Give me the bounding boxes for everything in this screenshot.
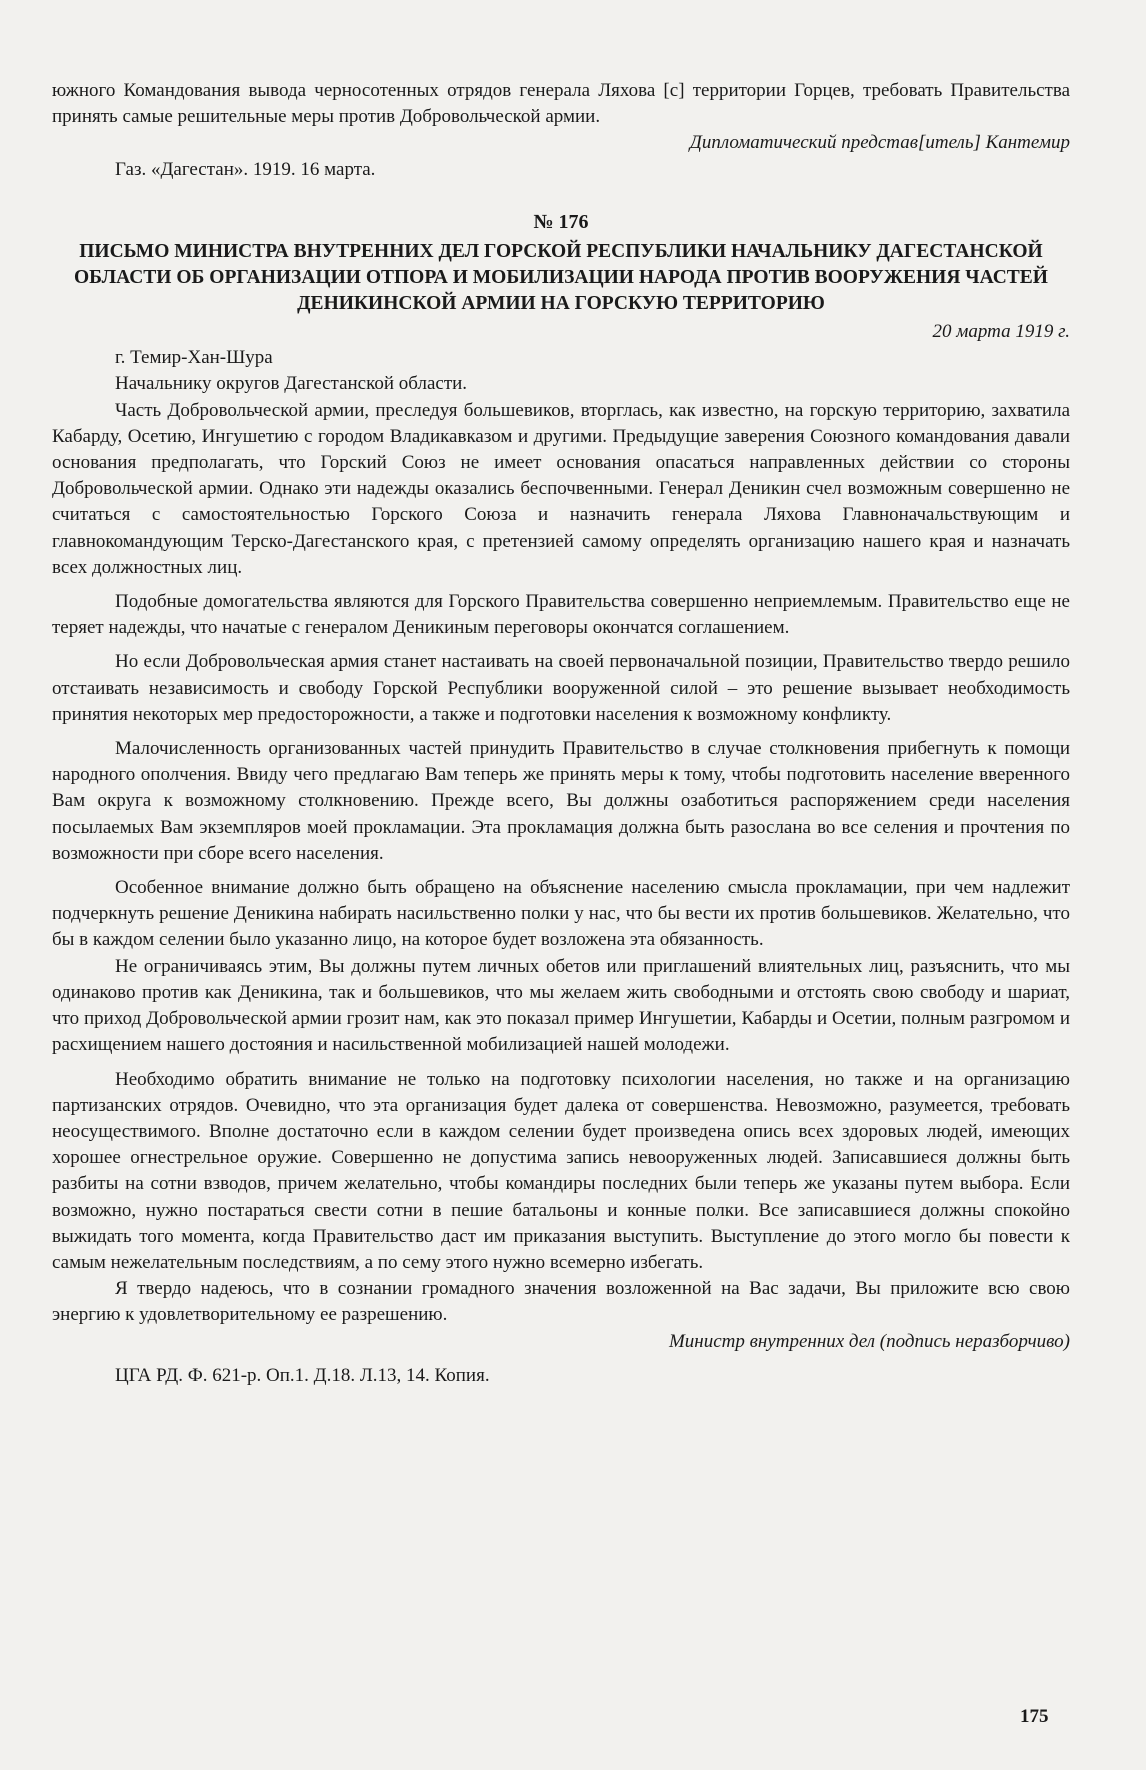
document-date: 20 марта 1919 г. xyxy=(932,321,1070,343)
document-signature: Министр внутренних дел (подпись неразборчиво) xyxy=(668,1330,1070,1352)
paragraph-5: Особенное внимание должно быть обращено на объяснение населению смысла прокламации, при чем надлежит подчеркнуть решение Деникина набирать насильственно полки у нас, что бы вести их против большевиков. Желательно, что бы в каждом селении было указанно лицо, на которое будет возложена эта обязанность. xyxy=(52,877,1070,951)
previous-document-text: южного Командования вывода черносотенных отрядов генерала Ляхова [с] территории Горцев, требовать Правительства принять самые решительные меры против Добровольческой армии. xyxy=(52,80,1070,128)
paragraph-4: Малочисленность организованных частей принудить Правительство в случае столкновения прибегнуть к помощи народного ополчения. Ввиду чего предлагаю Вам теперь же принять меры к тому, чтобы подготовить население вверенного Вам округа к возможному столкновению. Прежде всего, Вы должны озаботиться распоряжением среди населения посылаемых Вам экземпляров моей прокламации. Эта прокламация должна быть разослана во все селения и прочтения по возможности при сборе всего населения. xyxy=(52,738,1070,864)
page-number: 175 xyxy=(1020,1706,1049,1727)
paragraph-3: Но если Добровольческая армия станет настаивать на своей первоначальной позиции, Правительство твердо решило отстаивать независимость и свободу Горской Республики вооруженной силой – это решение вызывает необходимость принятия некоторых мер предосторожности, а также и подготовки населения к возможному конфликту. xyxy=(52,651,1070,725)
document-title: ПИСЬМО МИНИСТРА ВНУТРЕННИХ ДЕЛ ГОРСКОЙ РЕСПУБЛИКИ НАЧАЛЬНИКУ ДАГЕСТАНСКОЙ ОБЛАСТИ ОБ ОРГАНИЗАЦИИ ОТПОРА И МОБИЛИЗАЦИИ НАРОДА ПРОТИВ ВООРУЖЕНИЯ ЧАСТЕЙ ДЕНИКИНСКОЙ АРМИИ НА ГОРСКУЮ ТЕРРИТОРИЮ xyxy=(74,241,1048,315)
document-source: ЦГА РД. Ф. 621-р. Оп.1. Д.18. Л.13, 14. Копия. xyxy=(115,1364,490,1386)
paragraph-2: Подобные домогательства являются для Горского Правительства совершенно неприемлемым. Правительство еще не теряет надежды, что начатые с генералом Деникиным переговоры окончатся соглашением. xyxy=(52,591,1070,639)
paragraph-1: Часть Добровольческой армии, преследуя большевиков, вторглась, как известно, на горскую территорию, захватила Кабарду, Осетию, Ингушетию с городом Владикавказом и другими. Предыдущие заверения Союзного командования давали основания предполагать, что Горский Союз не имеет основания опасаться направленных действии со стороны Добровольческой армии. Однако эти надежды оказались беспочвенными. Генерал Деникин счел возможным совершенно не считаться с самостоятельностью Горского Союза и назначить генерала Ляхова Главноначальствующим и главнокомандующим Терско-Дагестанского края, с претензией самому определять организацию нашего края и назначать всех должностных лиц. xyxy=(52,399,1070,578)
paragraph-6: Не ограничиваясь этим, Вы должны путем личных обетов или приглашений влиятельных лиц, разъяснить, что мы одинаково против как Деникина, так и большевиков, что мы желаем жить свободными и отстоять свою свободу и шариат, что приход Добровольческой армии грозит нам, как это показал пример Ингушетии, Кабарды и Осетии, полным разгромом и расхищением нашего достояния и насильственной мобилизацией нашей молодежи. xyxy=(52,955,1070,1056)
document-number: № 176 xyxy=(533,210,589,233)
page-content xyxy=(52,78,1070,1389)
previous-document-signature: Дипломатический представ[итель] Кантемир xyxy=(689,132,1070,154)
paragraph-7: Необходимо обратить внимание не только на подготовку психологии населения, но также и на организацию партизанских отрядов. Очевидно, что эта организация будет далека от совершенства. Невозможно, разумеется, требовать неосуществимого. Вполне достаточно если в каждом селении будет произведена опись всех здоровых людей, имеющих хорошее огнестрельное оружие. Совершенно не допустима запись невооруженных людей. Записавшиеся должны быть разбиты на сотни взводов, причем желательно, чтобы командиры последних были теперь же указаны путем выбора. Если возможно, нужно постараться свести сотни в пешие батальоны и конные полки. Все записавшиеся должны спокойно выжидать того момента, когда Правительство даст им приказания выступить. Выступление до этого могло бы повести к самым нежелательным последствиям, а по сему этого нужно всемерно избегать. xyxy=(52,1068,1070,1273)
previous-document-source: Газ. «Дагестан». 1919. 16 марта. xyxy=(115,158,376,180)
document-place: г. Темир-Хан-Шура xyxy=(115,347,273,369)
document-addressee: Начальнику округов Дагестанской области. xyxy=(115,373,468,395)
paragraph-8: Я твердо надеюсь, что в сознании громадного значения возложенной на Вас задачи, Вы приложите всю свою энергию к удовлетворительному ее разрешению. xyxy=(52,1278,1070,1326)
